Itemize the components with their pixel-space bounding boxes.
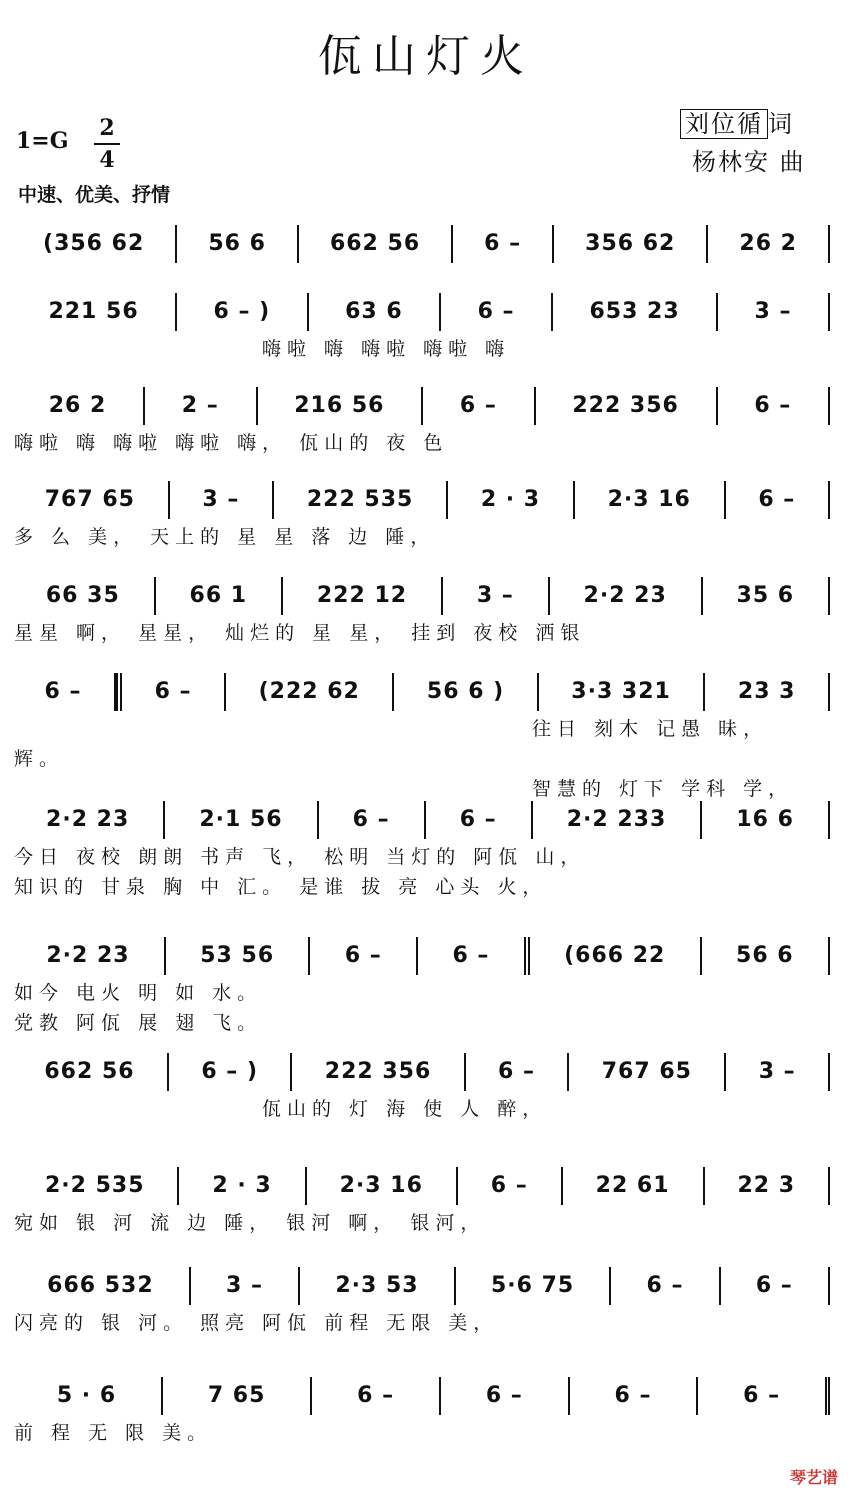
notation-row — [12, 574, 830, 618]
score-line — [12, 384, 830, 458]
measure: 222 356 — [292, 1053, 465, 1091]
measure: 35 6 — [703, 577, 830, 615]
measure: 3 – — [170, 481, 274, 519]
measure: 2·3 16 — [307, 1167, 458, 1205]
meter-bottom: 4 — [99, 147, 115, 173]
notation-row — [12, 1050, 830, 1094]
lyric-row: 佤山的 灯 海 使 人 醉， — [262, 1098, 548, 1120]
measure: 66 35 — [12, 577, 156, 615]
score-line — [12, 798, 830, 902]
measure: (356 62 — [12, 225, 177, 263]
lyric-row: 闪亮的 银 河。 照亮 阿佤 前程 无限 美， — [14, 1312, 499, 1334]
lyricist-name: 刘位循 — [680, 109, 768, 139]
measure: 2·2 23 — [12, 937, 166, 975]
measure: 662 56 — [299, 225, 453, 263]
measure: 23 3 — [705, 673, 830, 711]
measure: 6 – — [441, 1377, 570, 1415]
measure: 6 – ) — [169, 1053, 292, 1091]
measure: 7 65 — [163, 1377, 312, 1415]
measure: 6 – — [319, 801, 426, 839]
composer-credit: 杨林安 曲 — [692, 148, 806, 176]
measure: 767 65 — [12, 481, 170, 519]
measure: 56 6 — [702, 937, 830, 975]
lyric-row: 如今 电火 明 如 水。 — [14, 982, 263, 1004]
measure: 66 1 — [156, 577, 283, 615]
measure: 56 6 ) — [394, 673, 538, 711]
measure: (666 22 — [530, 937, 702, 975]
measure: 5·6 75 — [456, 1267, 612, 1305]
measure: 6 – — [310, 937, 418, 975]
notation-row — [12, 1264, 830, 1308]
score-line — [12, 1164, 830, 1238]
measure: (222 62 — [226, 673, 394, 711]
lyric-row: 往日 刻木 记愚 昧， — [532, 718, 769, 740]
measure: 216 56 — [258, 387, 424, 425]
measure: 26 2 — [12, 387, 145, 425]
measure: 2·3 16 — [575, 481, 726, 519]
measure: 6 – — [721, 1267, 830, 1305]
measure: 3·3 321 — [539, 673, 706, 711]
notation-row — [12, 798, 830, 842]
measure: 6 – — [423, 387, 535, 425]
measure: 2 · 3 — [179, 1167, 306, 1205]
lyricist-suffix: 词 — [768, 110, 794, 138]
tempo-marking: 中速、优美、抒情 — [18, 184, 171, 206]
lyric-row: 嗨啦 嗨 嗨啦 嗨啦 嗨， 佤山的 夜 色 — [14, 432, 449, 454]
score-line — [12, 290, 830, 364]
notation-row — [12, 384, 830, 428]
measure: 6 – — [698, 1377, 830, 1415]
lyric-row: 宛如 银 河 流 边 陲， 银河 啊， 银河， — [14, 1212, 486, 1234]
measure: 3 – — [191, 1267, 300, 1305]
measure: 222 356 — [536, 387, 718, 425]
score-line — [12, 670, 830, 804]
measure: 56 6 — [177, 225, 299, 263]
measure: 6 – — [116, 673, 226, 711]
measure: 6 – — [12, 673, 116, 711]
measure: 6 – ) — [177, 293, 309, 331]
lyric-row: 多 么 美， 天上的 星 星 落 边 陲， — [14, 526, 436, 548]
score-line — [12, 478, 830, 552]
measure: 653 23 — [553, 293, 718, 331]
notation-row — [12, 934, 830, 978]
measure: 3 – — [726, 1053, 830, 1091]
lyric-row: 前 程 无 限 美。 — [14, 1422, 213, 1444]
measure: 6 – — [312, 1377, 441, 1415]
meter-fraction-bar — [94, 143, 120, 145]
score-line — [12, 1374, 830, 1448]
measure: 6 – — [453, 225, 554, 263]
measure: 26 2 — [708, 225, 830, 263]
score-line — [12, 1264, 830, 1338]
measure: 53 56 — [166, 937, 311, 975]
measure: 6 – — [426, 801, 533, 839]
measure: 222 12 — [283, 577, 443, 615]
measure: 16 6 — [702, 801, 830, 839]
measure: 666 532 — [12, 1267, 191, 1305]
key-signature: 1=G — [16, 128, 69, 154]
measure: 2 – — [145, 387, 257, 425]
measure: 2 · 3 — [448, 481, 575, 519]
measure: 6 – — [466, 1053, 570, 1091]
lyric-row: 星星 啊， 星星， 灿烂的 星 星， 挂到 夜校 洒银 — [14, 622, 586, 644]
song-title: 佤山灯火 — [318, 31, 534, 82]
meter-top: 2 — [99, 115, 115, 141]
measure: 662 56 — [12, 1053, 169, 1091]
measure: 22 61 — [563, 1167, 705, 1205]
measure: 6 – — [458, 1167, 563, 1205]
measure: 6 – — [611, 1267, 720, 1305]
lyric-row: 党教 阿佤 展 翅 飞。 — [14, 1012, 263, 1034]
score-line — [12, 934, 830, 1038]
notation-row — [12, 478, 830, 522]
lyric-row: 嗨啦 嗨 嗨啦 嗨啦 嗨 — [262, 338, 511, 360]
notation-row — [12, 670, 830, 714]
notation-row — [12, 1374, 830, 1418]
lyric-row: 智慧的 灯下 学科 学， — [532, 778, 794, 800]
measure: 221 56 — [12, 293, 177, 331]
measure: 6 – — [418, 937, 530, 975]
measure: 63 6 — [309, 293, 441, 331]
notation-row — [12, 290, 830, 334]
measure: 356 62 — [554, 225, 708, 263]
measure: 222 535 — [274, 481, 448, 519]
measure: 6 – — [441, 293, 553, 331]
measure: 2·2 23 — [12, 801, 165, 839]
notation-row — [12, 222, 830, 266]
score-line — [12, 1050, 830, 1124]
time-signature — [94, 114, 120, 174]
lyric-row: 今日 夜校 朗朗 书声 飞， 松明 当灯的 阿佤 山， — [14, 846, 586, 868]
lyricist-credit — [680, 104, 794, 139]
measure: 2·1 56 — [165, 801, 318, 839]
measure: 3 – — [443, 577, 550, 615]
measure: 6 – — [718, 387, 830, 425]
score-line — [12, 222, 830, 266]
lyric-row: 辉。 — [14, 748, 65, 770]
measure: 6 – — [726, 481, 830, 519]
score-line — [12, 574, 830, 648]
measure: 2·2 23 — [550, 577, 703, 615]
notation-row — [12, 1164, 830, 1208]
measure: 2·3 53 — [300, 1267, 456, 1305]
measure: 3 – — [718, 293, 830, 331]
measure: 2·2 535 — [12, 1167, 179, 1205]
measure: 22 3 — [705, 1167, 831, 1205]
brand-watermark: 琴艺谱 — [789, 1468, 838, 1487]
measure: 6 – — [570, 1377, 699, 1415]
measure: 2·2 233 — [533, 801, 703, 839]
measure: 767 65 — [569, 1053, 726, 1091]
measure: 5 · 6 — [12, 1377, 163, 1415]
lyric-row: 知识的 甘泉 胸 中 汇。 是谁 拔 亮 心头 火， — [14, 876, 548, 898]
